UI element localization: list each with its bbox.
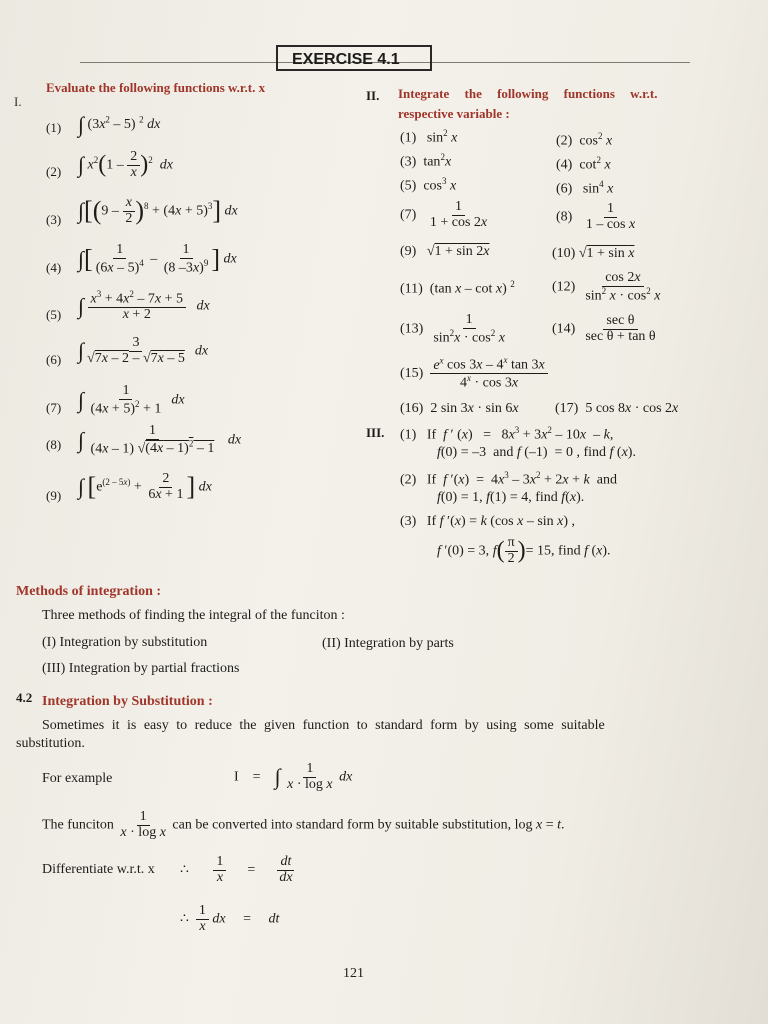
s3-item-1-line1: (1) If f ′ $(x) = 8x^3 + 3x^2 - 10x - k$, [400,425,614,443]
differentiate-label: Differentiate w.r.t. x [42,862,155,877]
s1-item-5: ∫ $\frac{x^3 + 4x^2 - 7x + 5}{x + 2}$ dx [78,289,210,323]
subst-heading: Integration by Substitution : [42,694,213,709]
subst-para-line1: Sometimes it is easy to reduce the given function to standard form by using some suitable [42,718,605,733]
s1-item-3: ∫[(9 – $\frac{x}{2}$ )$^8 + (4x + 5)^3$] dx [78,195,238,226]
method-3: (III) Integration by partial fractions [42,661,240,676]
s2-item-12: (12) $\frac{\cos 2x}{\sin^2 x \cdot \cos^2 x}$ [552,270,661,304]
s3-item-3-line2: f ′(0) = 3, f( $\frac{\pi}{2}$ )= 15, find f (x). [437,535,611,566]
s3-item-3-line1: (3) If f ′(x) = k (cos x – sin x) , [400,514,576,529]
s1-item-8-num: (8) [46,437,62,452]
section3-number: III. [366,425,385,440]
s2-item-4: (4) $\cot^2 x$ [556,155,611,173]
exercise-title: EXERCISE 4.1 [276,45,432,71]
function-sentence: The funciton $\frac{1}{\text{x · log x}}$ can be converted into standard form by suitable substitution, log x = t. [42,809,565,840]
method-2: (II) Integration by parts [322,636,454,651]
s1-item-5-num: (5) [46,307,62,322]
differentiate-expr: ∴ $\frac{1}{x}$ = $\frac{dt}{dx}$ [180,854,293,885]
s2-item-13: (13) $\frac{1}{\sin^2x \cdot \cos^2 x}$ [400,312,505,346]
s2-item-15: (15) $\frac{e^x \cos 3x - 4^x \tan 3x}{4^x \cdot \cos 3x}$ [400,356,548,392]
s1-item-9: ∫ [$e^{(2 - 5x)}$ + $\frac{2}{6x + 1}$ ] dx [78,471,212,502]
s1-item-2-num: (2) [46,164,62,179]
s3-item-2-line2: f(0) = 1, f(1) = 4, find f(x). [437,490,585,505]
s3-item-2-line1: (2) If f $'(x) = 4x^3 - 3x^2 + 2x + k$ and [400,470,617,488]
s2-item-6: (6) $\sin^4 x$ [556,179,614,197]
subst-heading-number: 4.2 [16,690,33,705]
s1-item-6: ∫ $\frac{3}{√7x - 2 - √7x - 5}$ dx [78,335,209,366]
s2-item-7: (7) $\frac{1}{1 + \cos 2x}$ [400,199,488,230]
example-label: For example [42,771,113,786]
s1-item-4-num: (4) [46,260,62,275]
s2-item-9: (9) √1 + sin 2x [400,244,490,259]
s1-item-7-num: (7) [46,400,62,415]
method-1: (I) Integration by substitution [42,635,208,650]
section2-heading-line1: Integrate the following functions w.r.t. [398,86,658,101]
s2-item-14: (14) $\frac{\text{sec θ}}{\text{sec θ + tan θ}}$ [552,313,656,344]
s2-item-10: (10) √1 + sin x [552,246,635,261]
s2-item-1: (1) $\sin^2 x$ [400,128,458,146]
s1-item-3-num: (3) [46,212,62,227]
methods-intro: Three methods of finding the integral of the funciton : [42,608,345,623]
s1-item-1: ∫ $(3x^2 - 5)$ $^2$ dx [78,112,161,137]
s1-item-4: ∫[ $\frac{1}{(6x - 5)^4}$ – $\frac{1}{(8 -3x)^9}$ ] dx [78,242,237,276]
section2-number: II. [366,88,380,103]
s1-item-6-num: (6) [46,352,62,367]
s2-item-11: (11) (tan x – cot x) $^2$ [400,279,515,297]
s2-item-3: (3) $\tan^2x$ [400,152,452,170]
s1-item-8: ∫ $\frac{1}{(4x - 1) √(4x - 1)^2 - 1}$ dx [78,423,242,457]
subst-para-line2: substitution. [16,736,85,751]
page-number: 121 [343,966,364,981]
s2-item-5: (5) $\cos^3 x$ [400,176,457,194]
s2-item-17: (17) 5 cos 8x · cos 2x [555,401,679,416]
example-expr: I = ∫ $\frac{1}{\text{x · log x}}$ dx [234,761,353,792]
s2-item-16: (16) 2 sin 3x · sin 6x [400,401,519,416]
therefore-expr: ∴ $\frac{1}{x}$ dx = dt [180,903,280,934]
s1-item-2: ∫ $x^2(1$ – $\frac{2}{x}$ )$^2$ dx [78,149,173,180]
s1-item-1-num: (1) [46,120,62,135]
section1-number: I. [14,94,22,109]
methods-heading: Methods of integration : [16,584,162,599]
s1-item-9-num: (9) [46,488,62,503]
s3-item-1-line2: f(0) = –3 and f (–1) = 0 , find f (x). [437,445,636,460]
s1-item-7: ∫ $\frac{1}{(4x + 5)^2 + 1}$ dx [78,383,185,417]
s2-item-2: (2) $\cos^2 x$ [556,131,613,149]
s2-item-8: (8) $\frac{1}{\text{1 – cos x}}$ [556,201,636,232]
section2-heading-line2: respective variable : [398,106,510,121]
section1-heading: Evaluate the following functions w.r.t. x [46,80,266,95]
